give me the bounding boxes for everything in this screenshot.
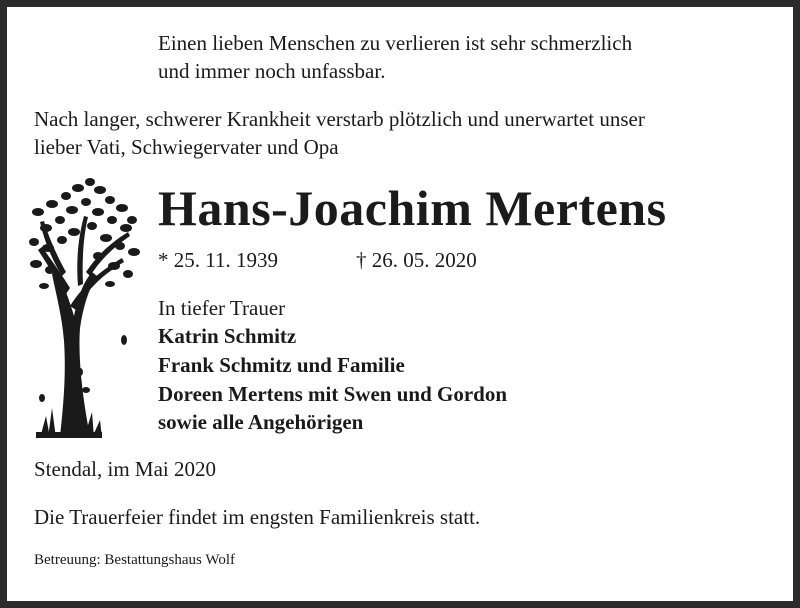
intro-line-1: Nach langer, schwerer Krankheit verstarb plötzlich und unerwartet unser <box>34 107 645 131</box>
death-date: † 26. 05. 2020 <box>356 248 477 272</box>
mourner-name: Doreen Mertens mit Swen und Gordon <box>158 382 508 406</box>
mourner-name: sowie alle Angehörigen <box>158 410 364 434</box>
tree-icon <box>26 176 142 440</box>
mourner-name: Frank Schmitz und Familie <box>158 353 405 377</box>
quote-line-1: Einen lieben Menschen zu verlieren ist sehr schmerzlich <box>158 31 633 55</box>
undertaker-credit: Betreuung: Bestattungshaus Wolf <box>34 552 235 568</box>
mourning-lead: In tiefer Trauer <box>158 296 286 320</box>
deceased-name: Hans-Joachim Mertens <box>158 180 667 236</box>
place-date: Stendal, im Mai 2020 <box>34 457 216 481</box>
quote-line-2: und immer noch unfassbar. <box>158 59 386 83</box>
funeral-note: Die Trauerfeier findet im engsten Familienkreis statt. <box>34 505 481 529</box>
birth-date: * 25. 11. 1939 <box>158 248 278 272</box>
mourner-name: Katrin Schmitz <box>158 324 297 348</box>
intro-line-2: lieber Vati, Schwiegervater und Opa <box>34 135 339 159</box>
